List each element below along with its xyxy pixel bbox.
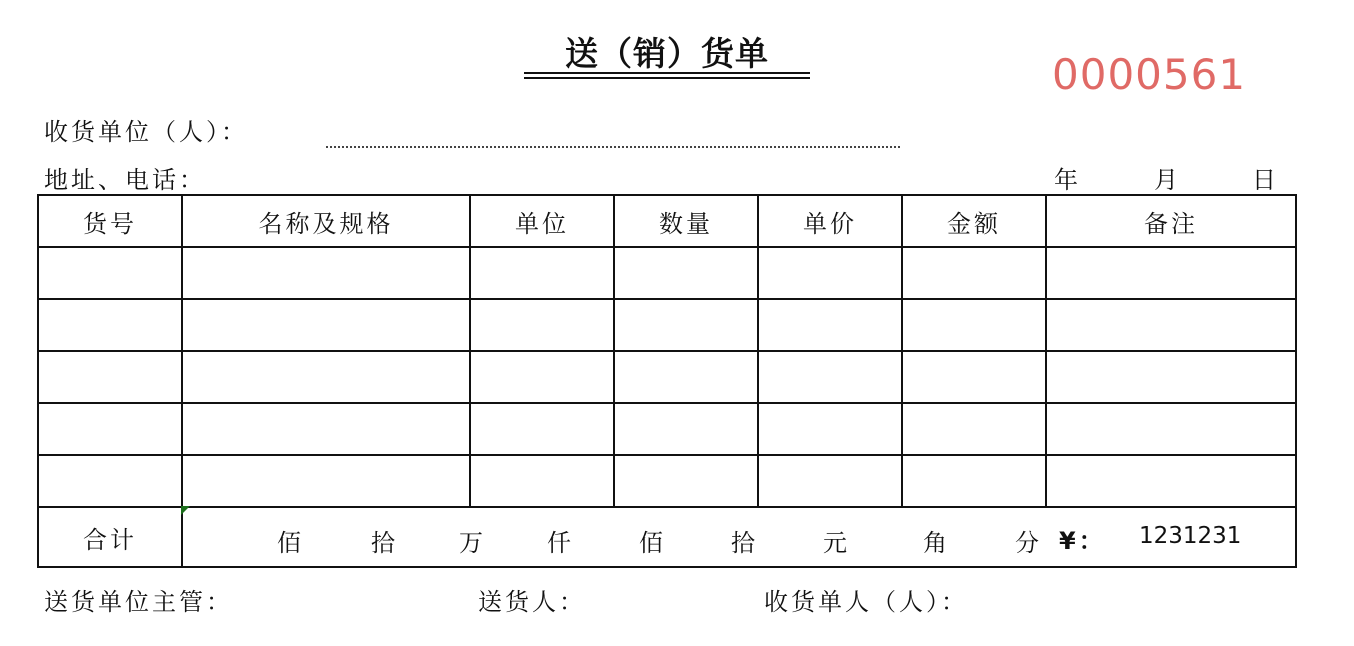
digit-shi-2: 拾 [731,529,758,557]
table-cell[interactable] [38,299,182,351]
col-header-name-spec: 名称及规格 [182,195,470,247]
table-cell[interactable] [1046,403,1296,455]
table-row [38,403,1296,455]
table-cell[interactable] [182,299,470,351]
col-header-unit-price: 单价 [758,195,902,247]
table-cell[interactable] [1046,299,1296,351]
serial-number: 0000561 [1052,50,1247,99]
deliverer-label: 送货人： [478,588,586,616]
col-header-remarks: 备注 [1046,195,1296,247]
digit-qian: 仟 [547,529,574,557]
total-row [38,507,1296,567]
supervisor-label: 送货单位主管： [44,588,233,616]
table-cell[interactable] [614,455,758,507]
digit-bai-2: 佰 [639,529,666,557]
table-header-row [38,195,1296,247]
table-row [38,247,1296,299]
col-header-unit: 单位 [470,195,614,247]
table-cell[interactable] [470,403,614,455]
table-cell[interactable] [1046,351,1296,403]
receiver-label: 收货单位（人）： [44,118,248,146]
table-cell[interactable] [38,403,182,455]
table-cell[interactable] [470,455,614,507]
digit-yuan: 元 [823,529,850,557]
total-amount-value: 1231231 [1139,523,1242,549]
table-cell[interactable] [614,299,758,351]
table-cell[interactable] [1046,247,1296,299]
total-amount-cell[interactable] [182,507,1296,567]
digit-jiao: 角 [923,529,950,557]
table-cell[interactable] [182,455,470,507]
digit-bai-1: 佰 [277,529,304,557]
date-day: 日 [1252,166,1276,194]
col-header-amount: 金额 [902,195,1046,247]
table-cell[interactable] [902,247,1046,299]
table-cell[interactable] [182,351,470,403]
table-row [38,351,1296,403]
table-cell[interactable] [614,247,758,299]
table-cell[interactable] [758,351,902,403]
receiver-signer-label: 收货单人（人）： [764,588,968,616]
table-cell[interactable] [470,247,614,299]
form-title: 送（销）货单 [565,34,769,73]
date-month: 月 [1154,166,1178,194]
table-cell[interactable] [470,299,614,351]
title-double-underline [524,72,810,79]
table-cell[interactable] [902,403,1046,455]
table-cell[interactable] [38,247,182,299]
table-cell[interactable] [758,247,902,299]
address-label: 地址、电话： [44,166,206,194]
table-cell[interactable] [902,299,1046,351]
table-row [38,299,1296,351]
table-cell[interactable] [614,403,758,455]
table-cell[interactable] [38,351,182,403]
table-cell[interactable] [1046,455,1296,507]
table-cell[interactable] [470,351,614,403]
col-header-item-no: 货号 [38,195,182,247]
cell-selection-marker [181,506,190,515]
table-cell[interactable] [182,247,470,299]
table-cell[interactable] [182,403,470,455]
yen-symbol: ¥： [1059,527,1106,555]
date-year: 年 [1054,166,1078,194]
col-header-quantity: 数量 [614,195,758,247]
table-cell[interactable] [902,351,1046,403]
table-row [38,455,1296,507]
table-cell[interactable] [902,455,1046,507]
receiver-dotted-line[interactable] [326,146,900,148]
table-cell[interactable] [758,455,902,507]
digit-shi-1: 拾 [371,529,398,557]
table-cell[interactable] [758,403,902,455]
total-label: 合计 [38,507,182,567]
table-cell[interactable] [38,455,182,507]
table-cell[interactable] [758,299,902,351]
table-cell[interactable] [614,351,758,403]
goods-table [37,194,1297,568]
digit-wan: 万 [459,529,486,557]
digit-fen: 分 [1015,529,1042,557]
